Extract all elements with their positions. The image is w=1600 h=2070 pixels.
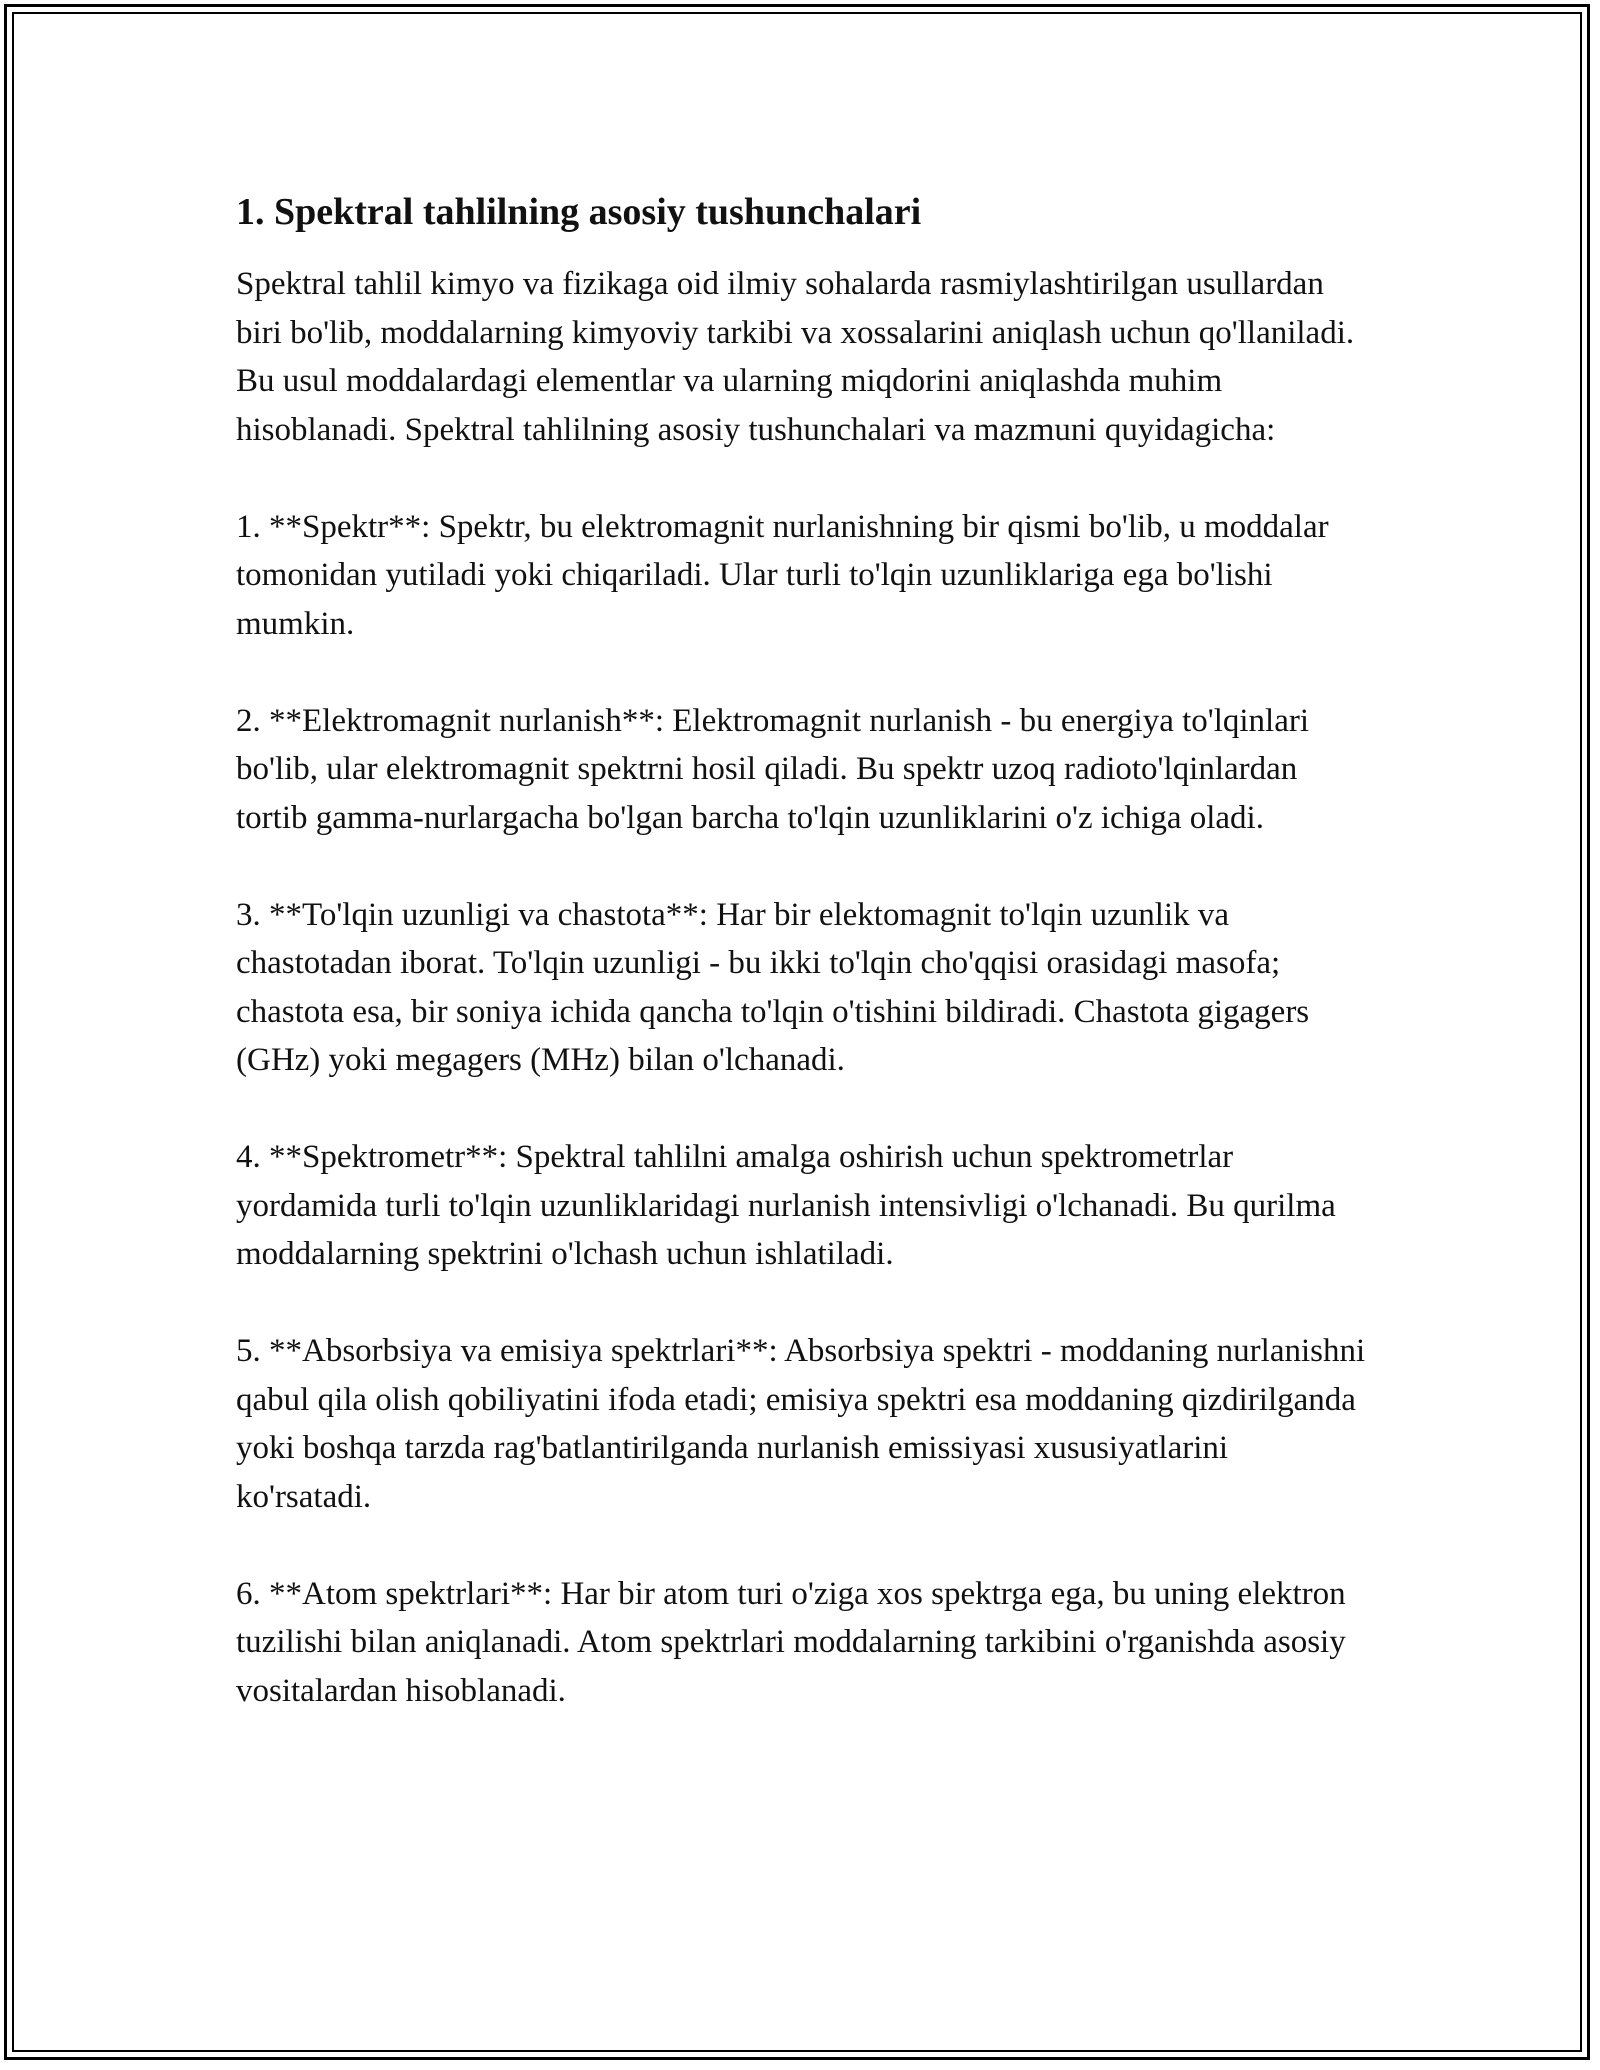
list-item-elektromagnit-nurlanish: 2. **Elektromagnit nurlanish**: Elektromagnit nurlanish - bu energiya to'lqinlari bo'lib, ular elektromagnit spektrni hosil qiladi. Bu spektr uzoq radioto'lqinlardan tortib gamma-nurlargacha bo'lgan barcha to'lqin uzunliklarini o'z ichiga oladi. <box>236 702 1310 836</box>
list-item-spektr: 1. **Spektr**: Spektr, bu elektromagnit nurlanishning bir qismi bo'lib, u moddalar tomonidan yutiladi yoki chiqariladi. Ular turli to'lqin uzunliklariga ega bo'lishi mumkin. <box>236 508 1329 642</box>
list-item-atom-spektrlari: 6. **Atom spektrlari**: Har bir atom turi o'ziga xos spektrga ega, bu uning elektron tuzilishi bilan aniqlanadi. Atom spektrlari moddalarning tarkibini o'rganishda asosiy vositalardan hisoblanadi. <box>236 1575 1346 1709</box>
document-title: 1. Spektral tahlilning asosiy tushunchalari <box>236 191 922 233</box>
list-item-absorbsiya-emisiya: 5. **Absorbsiya va emisiya spektrlari**: Absorbsiya spektri - moddaning nurlanishni qabul qila olish qobiliyatini ifoda etadi; emisiya spektri esa moddaning qizdirilganda yoki boshqa tarzda rag'batlantirilganda nurlanish emissiyasi xususiyatlarini ko'rsatadi. <box>236 1333 1366 1515</box>
list-item-spektrometr: 4. **Spektrometr**: Spektral tahlilni amalga oshirish uchun spektrometrlar yordamida turli to'lqin uzunliklaridagi nurlanish intensivligi o'lchanadi. Bu qurilma moddalarning spektrini o'lchash uchun ishlatiladi. <box>236 1139 1336 1272</box>
intro-paragraph: Spektral tahlil kimyo va fizikaga oid ilmiy sohalarda rasmiylashtirilgan usullardan biri bo'lib, moddalarning kimyoviy tarkibi va xossalarini aniqlash uchun qo'llaniladi. Bu usul moddalardagi elementlar va ularning miqdorini aniqlashda muhim hisoblanadi. Spektral tahlilning asosiy tushunchalari va mazmuni quyidagicha: <box>236 266 1355 448</box>
document-body <box>236 186 1366 1715</box>
list-item-tolqin-uzunligi: 3. **To'lqin uzunligi va chastota**: Har bir elektomagnit to'lqin uzunlik va chastotadan iborat. To'lqin uzunligi - bu ikki to'lqin cho'qqisi orasidagi masofa; chastota esa, bir soniya ichida qancha to'lqin o'tishini bildiradi. Chastota gigagers (GHz) yoki megagers (MHz) bilan o'lchanadi. <box>236 896 1310 1078</box>
